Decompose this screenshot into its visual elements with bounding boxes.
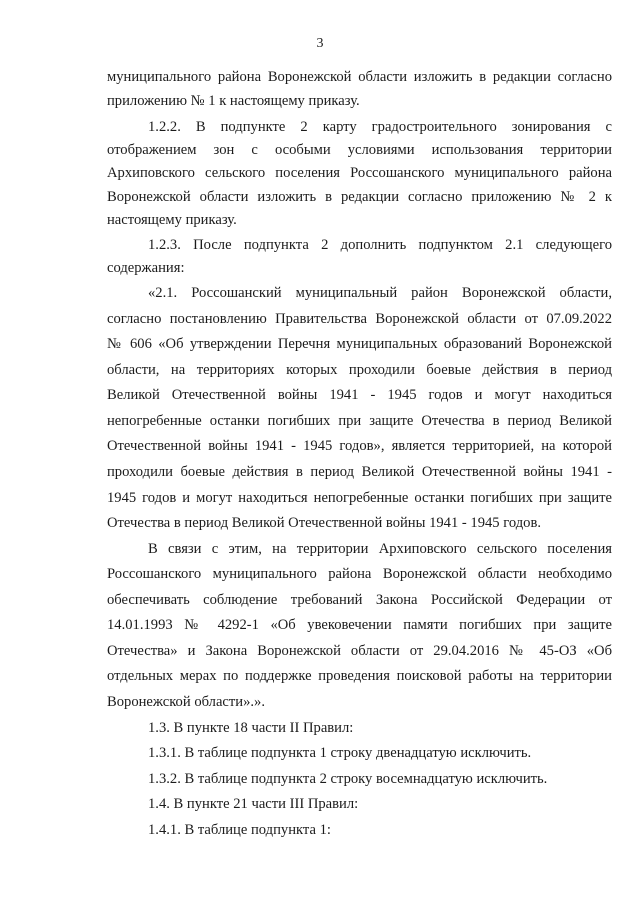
text-line: области, на территориях которых проходили боевые действия в период: [107, 362, 612, 378]
text-line: настоящему приказу.: [107, 212, 237, 228]
text-line: Великой Отечественной войны 1941 - 1945 годов и могут находиться: [107, 387, 612, 403]
text-line: 1.4.1. В таблице подпункта 1:: [148, 822, 331, 838]
text-line: содержания:: [107, 260, 185, 276]
text-line: 14.01.1993 № 4292-1 «Об увековечении памяти погибших при защите: [107, 617, 612, 633]
text-line: обеспечивать соблюдение требований Закона Российской Федерации от: [107, 592, 612, 608]
text-line: отображением зон с особыми условиями использования территории: [107, 142, 612, 158]
page-number: 3: [316, 36, 324, 51]
text-line: Россошанского муниципального района Воронежской области необходимо: [107, 566, 612, 582]
text-line: приложению № 1 к настоящему приказу.: [107, 93, 360, 109]
text-line: 1.2.3. После подпункта 2 дополнить подпунктом 2.1 следующего: [148, 237, 612, 253]
text-line: 1.3.1. В таблице подпункта 1 строку двенадцатую исключить.: [148, 745, 532, 761]
text-line: 1.2.2. В подпункте 2 карту градостроительного зонирования с: [148, 119, 612, 135]
text-line: 1.4. В пункте 21 части III Правил:: [148, 796, 359, 812]
text-line: муниципального района Воронежской области изложить в редакции согласно: [107, 69, 612, 85]
text-line: 1.3. В пункте 18 части II Правил:: [148, 720, 354, 736]
text-line: «2.1. Россошанский муниципальный район Воронежской области,: [148, 285, 612, 301]
text-line: Воронежской области изложить в редакции согласно приложению № 2 к: [107, 189, 612, 205]
text-line: В связи с этим, на территории Архиповского сельского поселения: [148, 541, 612, 557]
text-line: отдельных мерах по поддержке проведения поисковой работы на территории: [107, 668, 612, 684]
text-line: проходили боевые действия в период Великой Отечественной войны 1941 -: [107, 464, 612, 480]
text-line: Архиповского сельского поселения Россошанского муниципального района: [107, 165, 612, 181]
text-line: непогребенные останки погибших при защите Отечества в период Великой: [107, 413, 612, 429]
text-line: 1945 годов и могут находиться непогребенные останки погибших при защите: [107, 490, 612, 506]
text-line: № 606 «Об утверждении Перечня муниципальных образований Воронежской: [107, 336, 612, 352]
text-line: Отечества» и Закона Воронежской области от 29.04.2016 № 45-ОЗ «Об: [107, 643, 612, 659]
text-line: согласно постановлению Правительства Воронежской области от 07.09.2022: [107, 311, 612, 327]
text-line: 1.3.2. В таблице подпункта 2 строку восемнадцатую исключить.: [148, 771, 548, 787]
text-line: Отечества в период Великой Отечественной войны 1941 - 1945 годов.: [107, 515, 542, 531]
text-line: Воронежской области».».: [107, 694, 265, 710]
text-line: Отечественной войны 1941 - 1945 годов», является территорией, на которой: [107, 438, 612, 454]
